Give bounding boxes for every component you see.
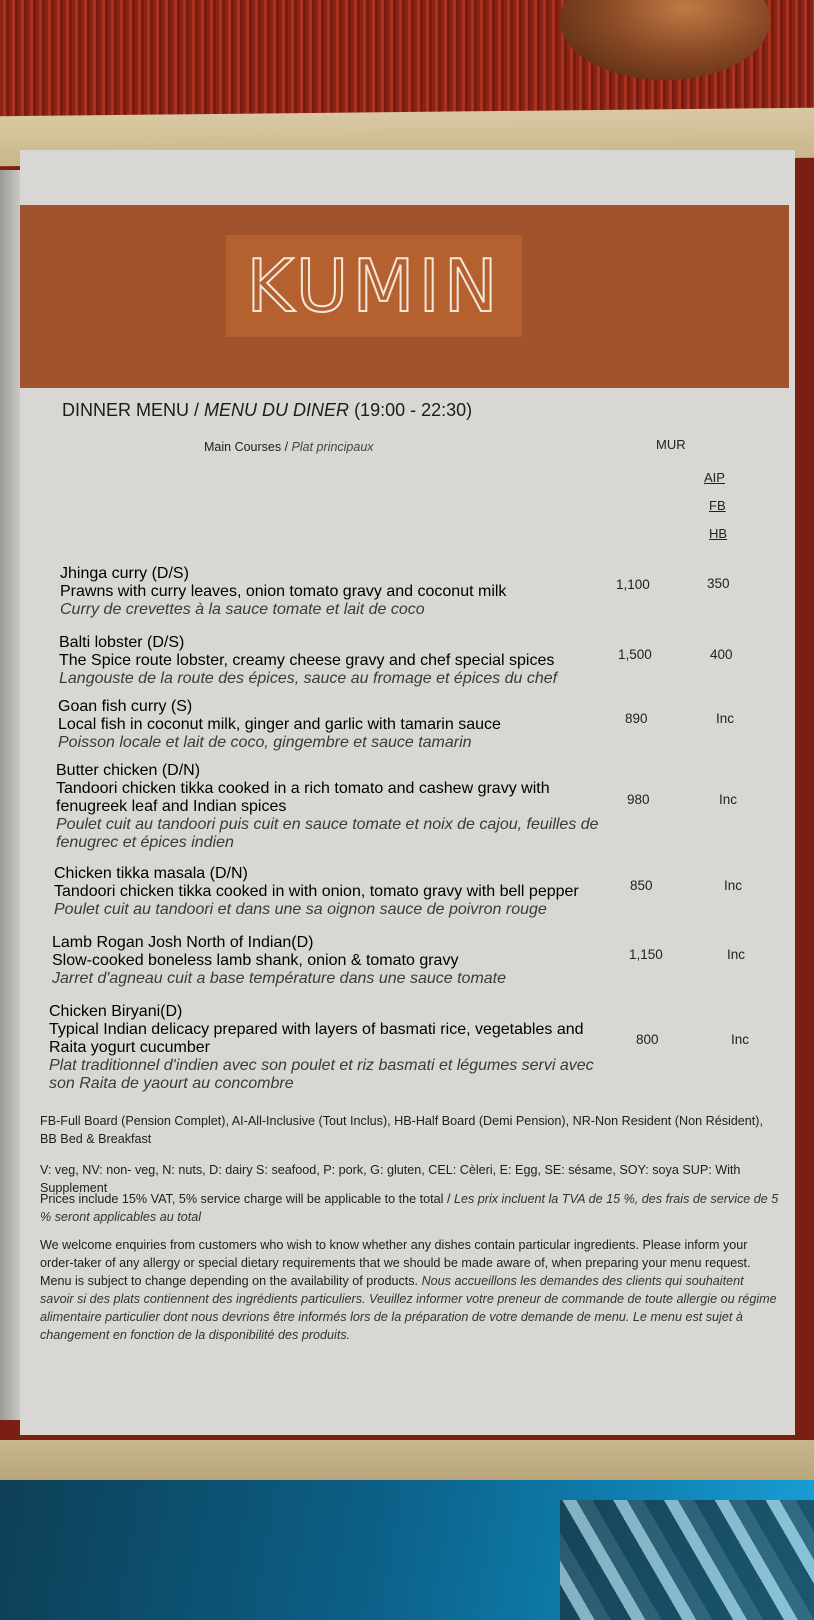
board-definitions: FB-Full Board (Pension Complet), AI-All-Inclusive (Tout Inclus), HB-Half Board (Demi Pension), NR-Non Resident (Non Résident), BB Bed & Breakfast [40,1114,763,1146]
dish-name: Jhinga curry (D/S) [60,565,189,582]
section-heading-en: Main Courses / [204,440,289,454]
dish-description-fr: Jarret d'agneau cuit a base température dans une sauce tomate [52,970,507,987]
dish-description: Tandoori chicken tikka cooked in with onion, tomato gravy with bell pepper [54,883,579,900]
dish-description: Prawns with curry leaves, onion tomato gravy and coconut milk [60,583,507,600]
dish-description: The Spice route lobster, creamy cheese gravy and chef special spices [59,652,555,669]
dish-item [60,565,620,619]
vat-note-en: Prices include 15% VAT, 5% service charge will be applicable to the total / [40,1192,451,1206]
section-heading-fr: Plat principaux [291,440,374,454]
page-edge [0,170,22,1420]
currency-label: MUR [656,437,686,452]
dish-item [58,698,618,752]
plan-label-aip: AIP [704,470,725,485]
dish-description: Local fish in coconut milk, ginger and garlic with tamarin sauce [58,716,501,733]
dish-surcharge: Inc [731,1032,750,1047]
brand-logo [226,235,522,337]
dish-price: 1,100 [616,577,650,592]
menu-title [62,400,472,421]
allergy-note [40,1236,780,1344]
dietary-legend: V: veg, NV: non- veg, N: nuts, D: dairy S: seafood, P: pork, G: gluten, CEL: Cèleri, E: Egg, SE: sésame, SOY: soya SUP: With Supplement [40,1163,741,1195]
dish-price: 980 [627,792,650,807]
dish-description-fr: Curry de crevettes à la sauce tomate et lait de coco [60,601,425,618]
menu-holder-bottom [0,1440,814,1480]
dish-price: 890 [625,711,648,726]
dish-name: Balti lobster (D/S) [59,634,185,651]
dish-surcharge: 350 [707,576,730,591]
dish-item [56,762,601,852]
plan-label-hb: HB [709,526,728,541]
dish-description: Tandoori chicken tikka cooked in a rich tomato and cashew gravy with fenugreek leaf and Indian spices [56,780,550,815]
dish-name: Chicken Biryani(D) [49,1003,183,1020]
dish-item [49,1003,609,1093]
dish-description-fr: Plat traditionnel d'indien avec son poulet et riz basmati et légumes servi avec son Raita de yaourt au concombre [49,1057,594,1092]
dish-description-fr: Poulet cuit au tandoori puis cuit en sauce tomate et noix de cajou, feuilles de fenugrec et épices indien [56,816,599,851]
brand-name: KUMIN [246,244,502,328]
dish-description: Slow-cooked boneless lamb shank, onion & tomato gravy [52,952,459,969]
section-heading [204,440,374,454]
dish-name: Lamb Rogan Josh North of Indian(D) [52,934,314,951]
dish-item [54,865,614,919]
dish-item [52,934,612,988]
dish-surcharge: Inc [719,792,738,807]
dish-surcharge: 400 [710,647,733,662]
allergy-note-fr: Nous accueillons les demandes des clients qui souhaitent savoir si des plats contiennent des ingrédients particuliers. Veuillez informer votre preneur de commande de toute allergie ou régime alimentaire particulier dont nous devrions être informés lors de la préparation de votre demande de menu. Le menu est sujet à changement en fonction de la disponibilité des produits. [40,1274,777,1342]
menu-title-fr: MENU DU DINER [204,400,350,420]
dish-description-fr: Poisson locale et lait de coco, gingembre et sauce tamarin [58,734,472,751]
allergy-note-en: We welcome enquiries from customers who wish to know whether any dishes contain particular ingredients. Please inform your order-taker of any allergy or special dietary requirements that we should be made aware of, when preparing your menu request. Menu is subject to change depending on the availability of products. [40,1238,751,1288]
dish-description-fr: Langouste de la route des épices, sauce au fromage et épices du chef [59,670,558,687]
dish-surcharge: Inc [727,947,746,962]
dish-price: 800 [636,1032,659,1047]
menu-title-en: DINNER MENU / [62,400,200,420]
vat-note-fr: Les prix incluent la TVA de 15 %, des frais de service de 5 % seront applicables au total [40,1192,779,1224]
dish-name: Butter chicken (D/N) [56,762,201,779]
dish-name: Goan fish curry (S) [58,698,193,715]
vat-note [40,1190,780,1226]
dish-item [59,634,619,688]
dish-price: 850 [630,878,653,893]
dish-description: Typical Indian delicacy prepared with layers of basmati rice, vegetables and Raita yogurt cucumber [49,1021,584,1056]
floor-pattern [560,1500,814,1620]
dish-price: 1,150 [629,947,663,962]
plan-label-fb: FB [709,498,726,513]
header-band [20,205,789,388]
menu-hours: (19:00 - 22:30) [354,400,473,420]
dish-name: Chicken tikka masala (D/N) [54,865,248,882]
dish-surcharge: Inc [716,711,735,726]
dish-surcharge: Inc [724,878,743,893]
dish-description-fr: Poulet cuit au tandoori et dans une sa oignon sauce de poivron rouge [54,901,547,918]
dish-price: 1,500 [618,647,652,662]
